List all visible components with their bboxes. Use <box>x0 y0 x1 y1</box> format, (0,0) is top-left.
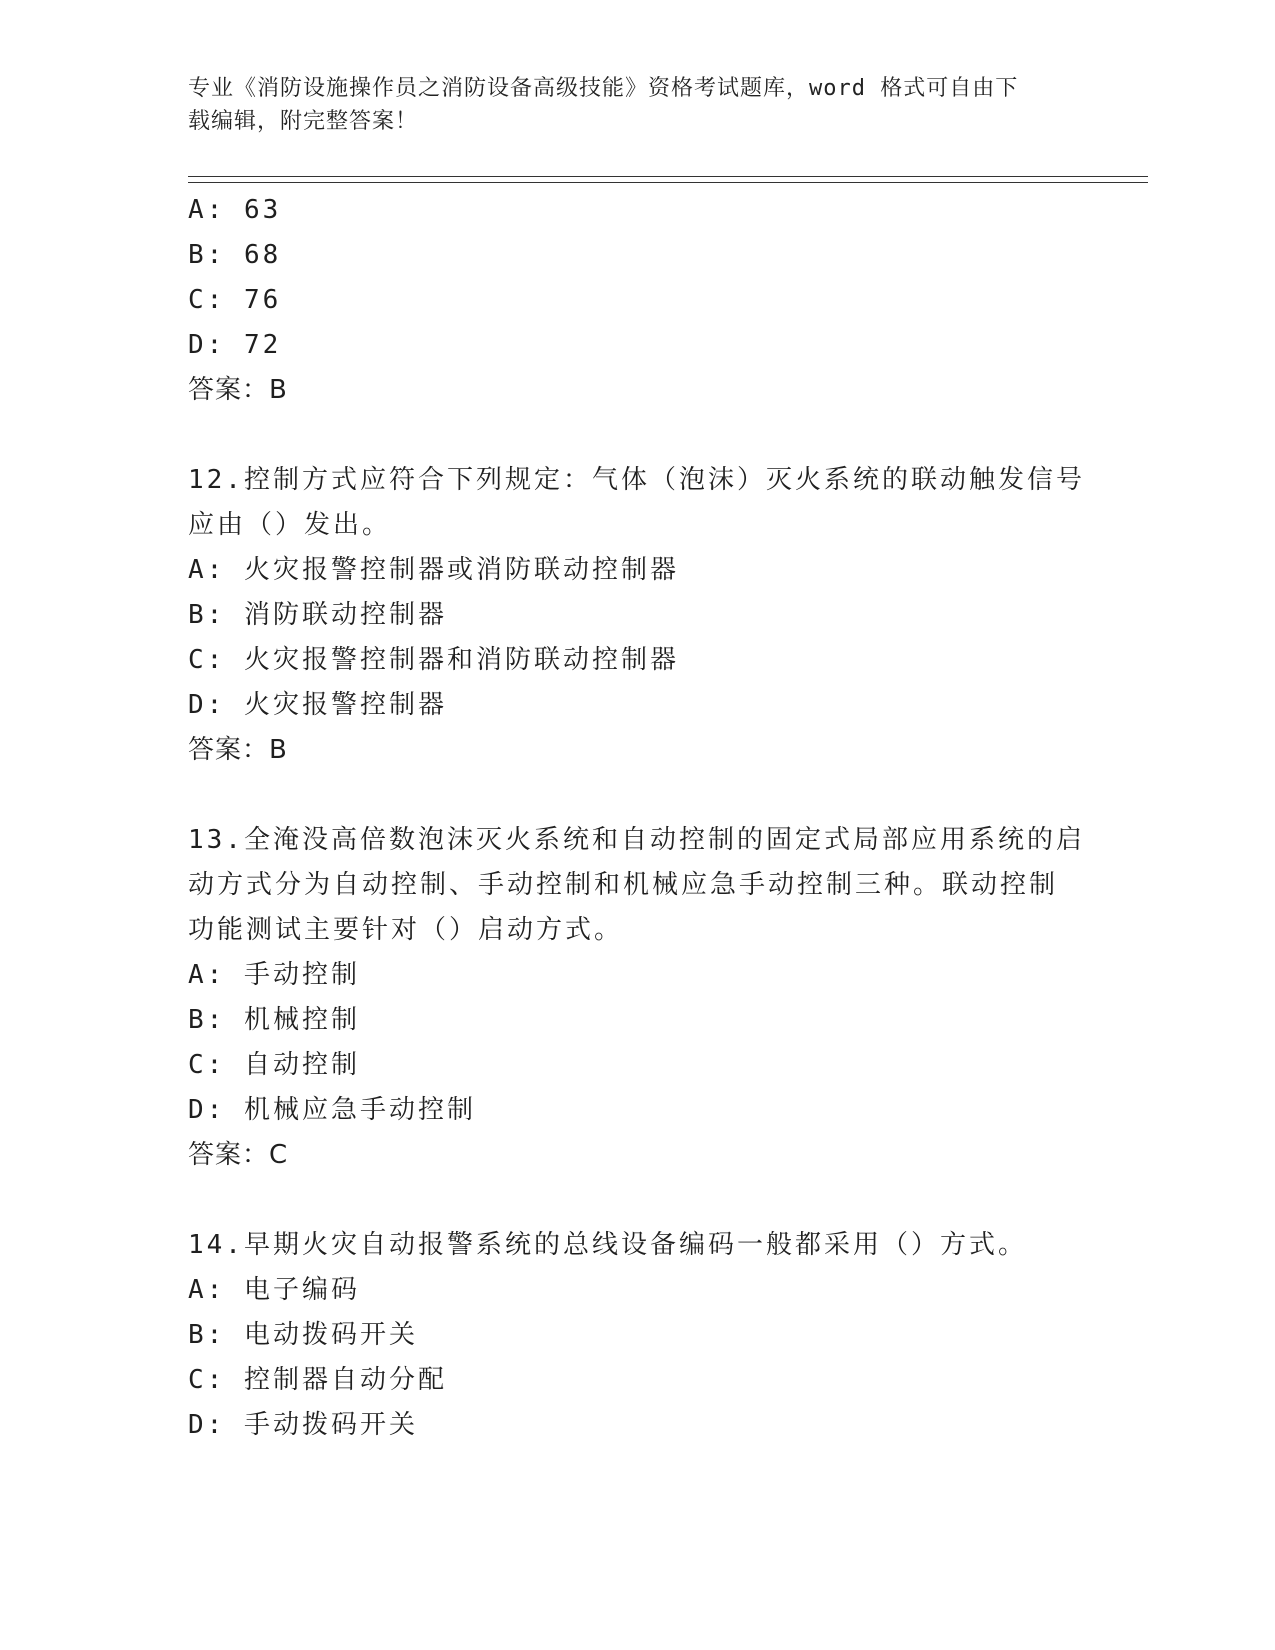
q11-option-c: C: 76 <box>188 285 282 315</box>
q13-stem-line-1: 13.全淹没高倍数泡沫灭火系统和自动控制的固定式局部应用系统的启 <box>188 825 1085 855</box>
q13-option-d: D: 机械应急手动控制 <box>188 1095 476 1125</box>
q13-option-a: A: 手动控制 <box>188 960 360 990</box>
document-header <box>188 72 1068 138</box>
q14-option-c: C: 控制器自动分配 <box>188 1365 447 1395</box>
header-divider-bottom <box>188 182 1148 183</box>
header-line-1: 专业《消防设施操作员之消防设备高级技能》资格考试题库，word 格式可自由下 <box>188 76 1019 101</box>
q13-answer: 答案：C <box>188 1140 289 1170</box>
q12-option-a: A: 火灾报警控制器或消防联动控制器 <box>188 555 679 585</box>
q14-option-b: B: 电动拨码开关 <box>188 1320 418 1350</box>
q11-option-d: D: 72 <box>188 330 282 360</box>
q12-option-b: B: 消防联动控制器 <box>188 600 447 630</box>
q13-option-b: B: 机械控制 <box>188 1005 360 1035</box>
q11-answer: 答案：B <box>188 375 288 405</box>
q11-option-a: A: 63 <box>188 195 282 225</box>
q13-stem-line-2: 动方式分为自动控制、手动控制和机械应急手动控制三种。联动控制 <box>188 870 1059 900</box>
q14-option-a: A: 电子编码 <box>188 1275 360 1305</box>
q14-stem-line-1: 14.早期火灾自动报警系统的总线设备编码一般都采用（）方式。 <box>188 1230 1027 1260</box>
header-line-2: 载编辑，附完整答案！ <box>188 109 419 134</box>
header-divider-top <box>188 176 1148 177</box>
q12-stem-line-1: 12.控制方式应符合下列规定：气体（泡沫）灭火系统的联动触发信号 <box>188 465 1085 495</box>
q11-option-b: B: 68 <box>188 240 282 270</box>
q13-stem-line-3: 功能测试主要针对（）启动方式。 <box>188 915 624 945</box>
q12-answer: 答案：B <box>188 735 288 765</box>
q12-option-d: D: 火灾报警控制器 <box>188 690 447 720</box>
q12-option-c: C: 火灾报警控制器和消防联动控制器 <box>188 645 679 675</box>
q12-stem-line-2: 应由（）发出。 <box>188 510 392 540</box>
q13-option-c: C: 自动控制 <box>188 1050 360 1080</box>
q14-option-d: D: 手动拨码开关 <box>188 1410 418 1440</box>
